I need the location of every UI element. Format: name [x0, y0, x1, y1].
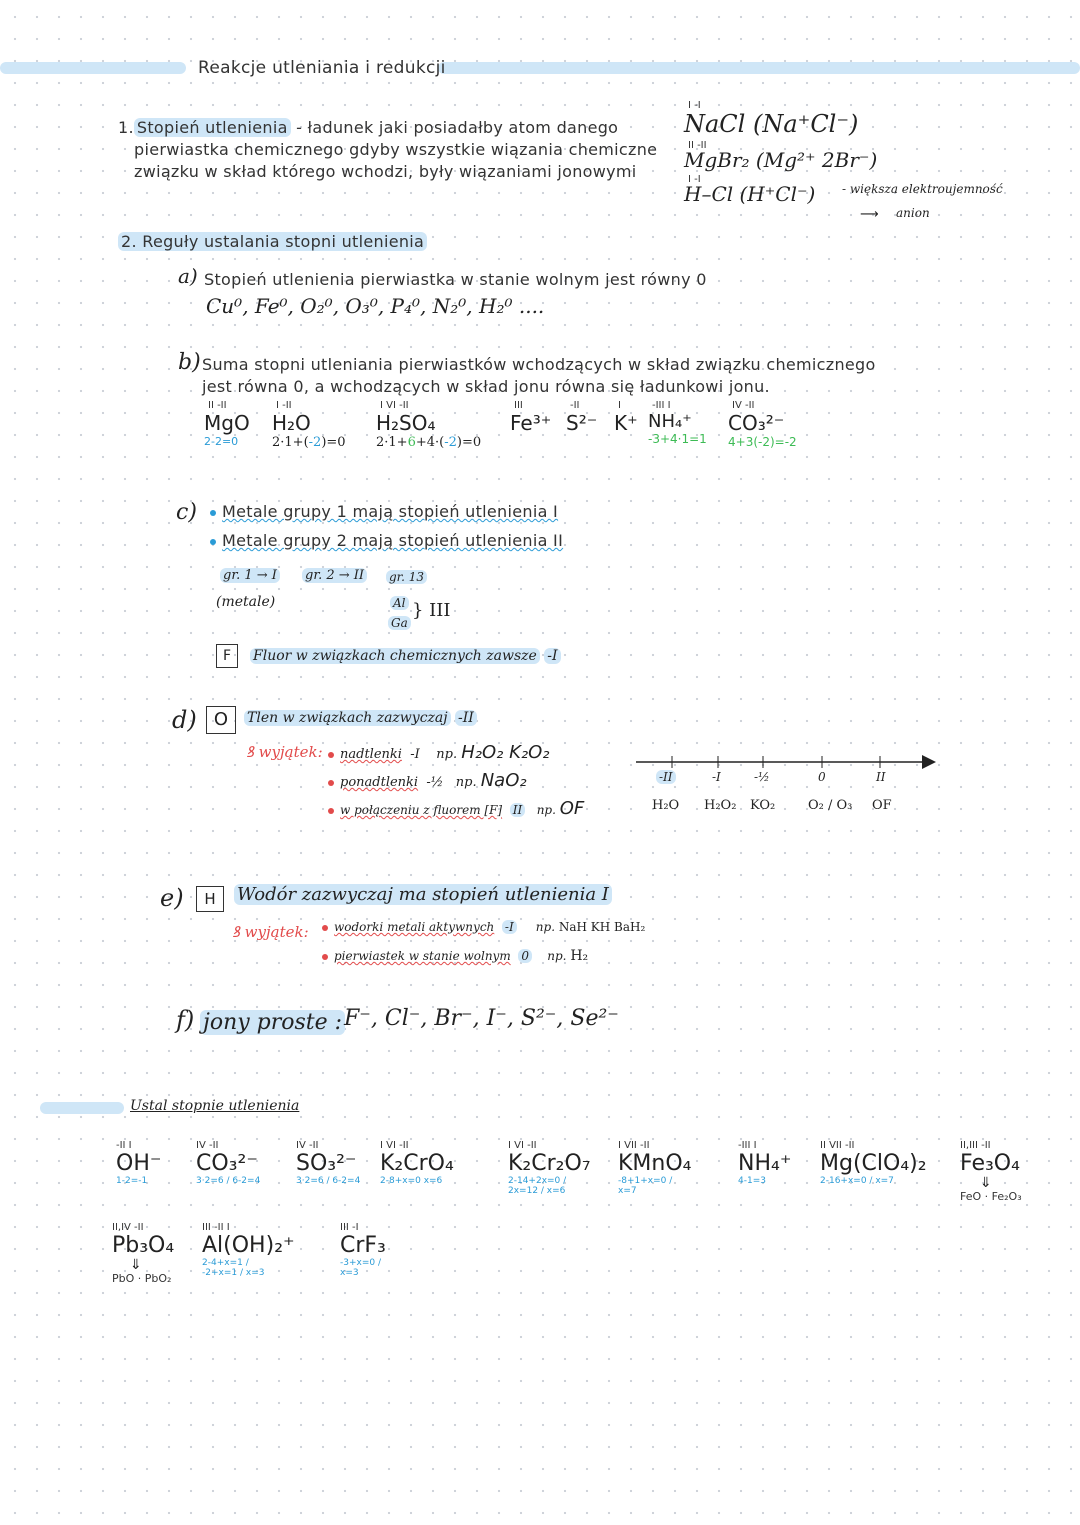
exercise-item-formula: SO₃²⁻ [296, 1151, 357, 1176]
axis-example: H₂O [652, 798, 680, 813]
header-bar-right [438, 62, 1080, 74]
exercise-item-calc: 3·2=6 / 6-2=4 [196, 1176, 261, 1186]
b-item-formula: CO₃²⁻ [728, 411, 785, 435]
b-item-formula: H₂SO₄ [376, 411, 436, 435]
s1-line3: związku w skład którego wchodzi, były wiązaniami jonowymi [134, 162, 637, 181]
d-item: nadtlenki -I np. H₂O₂ K₂O₂ [328, 742, 550, 763]
exercise-item-calc: -3+x=0 / x=3 [340, 1258, 382, 1278]
s2-b-label: b) [178, 350, 201, 375]
s2-e-text: Wodór zazwyczaj ma stopień utlenienia I [234, 884, 612, 905]
s2-f-label: f) [176, 1006, 195, 1034]
axis-example: O₂ / O₃ [808, 798, 853, 813]
exercise-item-marks: IV -II [296, 1140, 319, 1151]
s2-c-metale: (metale) [216, 594, 276, 610]
page-title: Reakcje utleniania i redukcji [198, 58, 446, 78]
b-item-marks: II -II [208, 400, 227, 411]
b-item-formula: K⁺ [614, 411, 638, 435]
s2-d-exception: ꝸ wyjątek: [246, 743, 323, 761]
warning-icon: ꝸ [246, 743, 254, 761]
s2-f-ions: F⁻, Cl⁻, Br⁻, I⁻, S²⁻, Se²⁻ [344, 1006, 619, 1031]
b-item [376, 400, 506, 450]
axis-tick: -I [712, 770, 721, 784]
d-item: w połączeniu z fluorem [F] II np. OF [328, 798, 584, 819]
b-item-marks: -II [570, 400, 580, 411]
exercise-item [618, 1140, 718, 1196]
exercise-item-calc: 2-8+x=0 x=6 [380, 1176, 443, 1186]
b-item [272, 400, 362, 450]
exercise-item-formula: Pb₃O₄ [112, 1233, 175, 1258]
axis-tick: 0 [818, 770, 826, 784]
s2-d-text: Tlen w związkach zazwyczaj -II [244, 710, 477, 726]
s1-term: Stopień utlenienia [134, 118, 291, 137]
exercise-item-calc: PbO · PbO₂ [112, 1272, 172, 1285]
b-item-formula: H₂O [272, 411, 311, 435]
exercise-item-formula: NH₄⁺ [738, 1151, 792, 1176]
exercise-item-formula: CrF₃ [340, 1233, 386, 1258]
exercise-item [196, 1140, 276, 1186]
b-item-marks: -III I [652, 400, 671, 411]
s2-c-gr13: gr. 13 [386, 570, 427, 584]
s1-line1: 1. Stopień utlenienia - ładunek jaki posiadałby atom danego [118, 118, 619, 137]
axis-example: KO₂ [750, 798, 776, 813]
s2-e-label: e) [160, 884, 184, 912]
hydrogen-box: H [196, 886, 224, 912]
axis-example: OF [872, 798, 892, 813]
exercise-item-calc: 3·2=6 / 6-2=4 [296, 1176, 361, 1186]
s2-a-examples: Cu⁰, Fe⁰, O₂⁰, O₃⁰, P₄⁰, N₂⁰, H₂⁰ .... [206, 294, 545, 318]
exercise-item-marks: II VII -II [820, 1140, 855, 1151]
oxidation-number-line [630, 748, 940, 778]
exercise-item-marks: I VII -II [618, 1140, 650, 1151]
exercise-item-marks: IV -II [196, 1140, 219, 1151]
warning-icon: ꝸ [232, 923, 240, 941]
exercise-item [508, 1140, 618, 1196]
s2-c-fluor: Fluor w związkach chemicznych zawsze -I [250, 648, 561, 664]
s2-heading: 2. Reguły ustalania stopni utlenienia [118, 232, 427, 251]
b-item-formula: NH₄⁺ [648, 411, 692, 432]
exercise-item-calc: -8+1+x=0 / x=7 [618, 1176, 673, 1196]
b-item [728, 400, 818, 449]
s1-ex3-marks: I -I [688, 174, 701, 185]
exercise-item-marks: II,IV -II [112, 1222, 144, 1233]
s1-ex3-anion: anion [896, 206, 930, 220]
exercise-item [380, 1140, 490, 1186]
axis-tick: -II [656, 770, 676, 784]
exercise-item [202, 1222, 302, 1278]
exercise-item-calc: FeO · Fe₂O₃ [960, 1190, 1022, 1203]
s2-f-text: jony proste : [200, 1010, 345, 1035]
exercise-item-calc: 1-2=-1 [116, 1176, 148, 1186]
b-item-calc: 4+3(-2)=-2 [728, 435, 797, 449]
arrow-icon: ⟶ [860, 207, 879, 222]
b-item-marks: I [618, 400, 621, 411]
s2-c-ga: Ga [388, 616, 411, 630]
axis-tick: -½ [754, 770, 770, 784]
exercise-item [960, 1140, 1040, 1203]
d-item: ponadtlenki -½ np. NaO₂ [328, 770, 527, 791]
exercise-item-formula: Al(OH)₂⁺ [202, 1233, 295, 1258]
exercise-item-marks: II,III -II [960, 1140, 991, 1151]
s2-e-exception: ꝸ wyjątek: [232, 923, 309, 941]
b-item-marks: IV -II [732, 400, 755, 411]
e-item: pierwiastek w stanie wolnym 0 np. H₂ [322, 948, 588, 964]
exercise-item-marks: III -I [340, 1222, 359, 1233]
exercise-item-calc: 4-1=3 [738, 1176, 766, 1186]
b-item [614, 400, 644, 435]
b-item-formula: Fe³⁺ [510, 411, 552, 435]
exercise-item-marks: -II I [116, 1140, 132, 1151]
e-item: wodorki metali aktywnych -I np. NaH KH BaH₂ [322, 920, 645, 934]
exercise-item-formula: Fe₃O₄ [960, 1151, 1020, 1176]
axis-tick: II [876, 770, 886, 784]
exercise-item [112, 1222, 192, 1285]
s1-ex1: NaCl (Na⁺Cl⁻) [684, 110, 859, 138]
axis-example: H₂O₂ [704, 798, 737, 813]
oxygen-box: O [206, 706, 236, 734]
exercise-item [340, 1222, 410, 1278]
b-item-marks: I -II [276, 400, 292, 411]
exercise-item-marks: I VI -II [380, 1140, 409, 1151]
b-item [566, 400, 610, 435]
exercise-item-formula: KMnO₄ [618, 1151, 692, 1176]
exercise-item-calc: 2-4+x=1 / -2+x=1 / x=3 [202, 1258, 265, 1278]
s1-ex2-marks: II -II [688, 140, 707, 151]
s2-c-label: c) [176, 500, 197, 525]
b-item [204, 400, 264, 448]
b-item-formula: MgO [204, 411, 250, 435]
exercise-item-formula: K₂CrO₄ [380, 1151, 454, 1176]
b-item [648, 400, 720, 446]
s2-b-line2: jest równa 0, a wchodzących w skład jonu równa się ładunkowi jonu. [202, 377, 770, 396]
s1-ex1-marks: I -I [688, 100, 701, 111]
exercise-item-marks: -III I [738, 1140, 757, 1151]
s2-c-line2: Metale grupy 2 mają stopień utlenienia II [210, 531, 563, 550]
s2-c-gr2: gr. 2 → II [302, 568, 367, 583]
exercise-item [296, 1140, 372, 1186]
exercise-item-formula: CO₃²⁻ [196, 1151, 258, 1176]
b-item-formula: S²⁻ [566, 411, 598, 435]
s2-c-al: Al [390, 596, 409, 610]
s1-line2: pierwiastka chemicznego gdyby wszystkie wiązania chemiczne [134, 140, 658, 159]
b-item-calc: 2-2=0 [204, 435, 239, 448]
exercise-item-marks: I VI -II [508, 1140, 537, 1151]
exercise-item-formula: K₂Cr₂O₇ [508, 1151, 591, 1176]
exercise-item-formula: Mg(ClO₄)₂ [820, 1151, 927, 1176]
s2-c-iii: } III [412, 600, 451, 621]
s2-c-gr1: gr. 1 → I [220, 568, 280, 583]
header-bar-left [0, 62, 186, 74]
exercise-item-formula: OH⁻ [116, 1151, 162, 1176]
b-item-calc: 2·1+(-2)=0 [272, 435, 346, 450]
b-item-marks: I VI -II [380, 400, 409, 411]
b-item [510, 400, 560, 435]
down-arrow-icon: ⇓ [130, 1257, 142, 1273]
s2-a-label: a) [178, 264, 198, 288]
exercise-item [116, 1140, 186, 1186]
exercise-item-calc: 2-16+x=0 / x=7 [820, 1176, 894, 1186]
exercise-bar [40, 1102, 124, 1114]
s2-a-text: Stopień utlenienia pierwiastka w stanie wolnym jest równy 0 [204, 270, 707, 289]
s2-d-label: d) [172, 706, 197, 734]
s1-ex2: MgBr₂ (Mg²⁺ 2Br⁻) [684, 148, 878, 172]
exercise-item [738, 1140, 798, 1186]
b-item-calc: 2·1+6+4·(-2)=0 [376, 435, 482, 450]
down-arrow-icon: ⇓ [980, 1175, 992, 1191]
fluor-box: F [216, 644, 238, 668]
s1-ex3: H–Cl (H⁺Cl⁻) [684, 182, 816, 206]
exercise-title: Ustal stopnie utlenienia [130, 1098, 300, 1114]
exercise-item-calc: 2-14+2x=0 / 2x=12 / x=6 [508, 1176, 567, 1196]
exercise-item [820, 1140, 940, 1186]
b-item-calc: -3+4·1=1 [648, 432, 707, 446]
s2-b-line1: Suma stopni utleniania pierwiastków wchodzących w skład związku chemicznego [202, 355, 876, 374]
s1-ex3-note: - większa elektroujemność [842, 182, 1003, 196]
exercise-item-marks: III -II I [202, 1222, 230, 1233]
s2-c-line1: Metale grupy 1 mają stopień utlenienia I [210, 502, 558, 521]
b-item-marks: III [514, 400, 523, 411]
